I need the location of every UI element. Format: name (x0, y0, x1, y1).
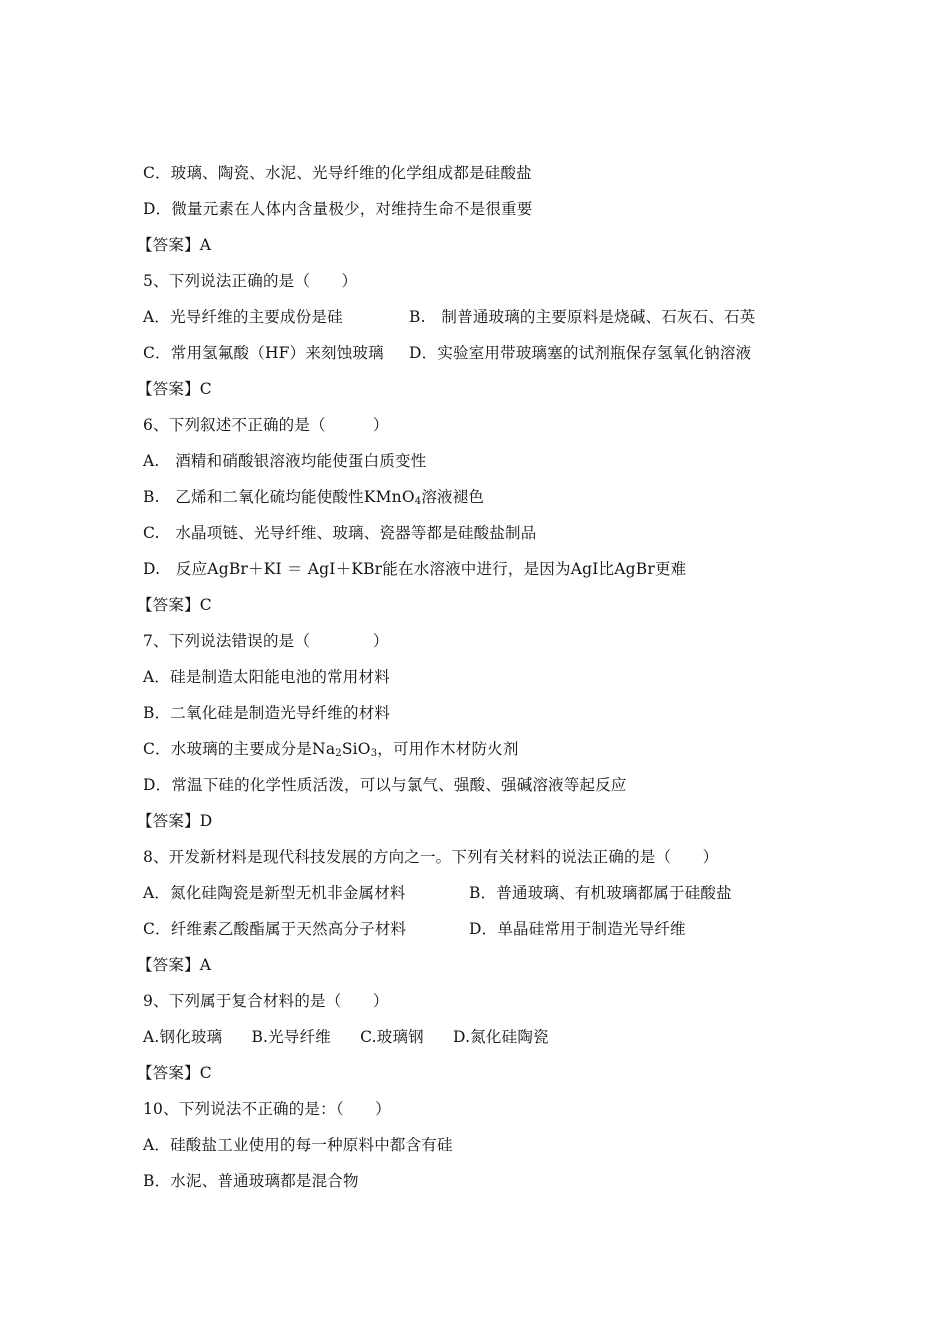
answer-6: 【答案】C (137, 596, 212, 614)
q6b-text-pre: B. 乙烯和二氧化硫均能使酸性KMnO (143, 488, 415, 506)
q6b-text-post: 溶液褪色 (421, 488, 485, 506)
q7-option-d: D．常温下硅的化学性质活泼，可以与氯气、强酸、强碱溶液等起反应 (143, 776, 627, 794)
answer-8: 【答案】A (137, 956, 212, 974)
q5-option-c: C．常用氢氟酸（HF）来刻蚀玻璃 (143, 344, 384, 362)
question-5-options-cd (143, 340, 833, 376)
answer-4: 【答案】A (137, 236, 212, 254)
q6-option-d: D. 反应AgBr＋KI ＝ AgI＋KBr能在水溶液中进行，是因为AgI比AgBr更难 (143, 560, 687, 578)
question-8: 8、开发新材料是现代科技发展的方向之一。下列有关材料的说法正确的是（ ） (143, 848, 719, 866)
question-5-options-ab (143, 304, 833, 340)
q6-option-c: C. 水晶项链、光导纤维、玻璃、瓷器等都是硅酸盐制品 (143, 524, 537, 542)
question-8-options-ab (143, 880, 833, 916)
q10-option-a: A．硅酸盐工业使用的每一种原料中都含有硅 (143, 1136, 453, 1154)
q7c-subscript-1: 2 (335, 748, 342, 759)
option-d-prev: D．微量元素在人体内含量极少，对维持生命不是很重要 (143, 200, 533, 218)
q7c-subscript-2: 3 (370, 748, 378, 759)
document-content (137, 160, 833, 1204)
q6-option-a: A. 酒精和硝酸银溶液均能使蛋白质变性 (143, 452, 427, 470)
question-9: 9、下列属于复合材料的是（ ） (143, 992, 389, 1010)
question-9-options (143, 1024, 833, 1060)
q7c-text-post: ，可用作木材防火剂 (377, 740, 519, 758)
q9-option-d: D.氮化硅陶瓷 (453, 1028, 549, 1046)
q8-option-c: C．纤维素乙酸酯属于天然高分子材料 (143, 920, 407, 938)
answer-9: 【答案】C (137, 1064, 212, 1082)
q6b-subscript: 4 (414, 496, 422, 507)
answer-7: 【答案】D (137, 812, 213, 830)
q9-option-b: B.光导纤维 (251, 1028, 331, 1046)
q9-option-c: C.玻璃钢 (360, 1028, 424, 1046)
q10-option-b: B．水泥、普通玻璃都是混合物 (143, 1172, 359, 1190)
q8-option-a: A．氮化硅陶瓷是新型无机非金属材料 (143, 884, 406, 902)
q7-option-a: A．硅是制造太阳能电池的常用材料 (143, 668, 390, 686)
answer-5: 【答案】C (137, 380, 212, 398)
question-8-options-cd (143, 916, 833, 952)
q7c-text-mid: SiO (341, 740, 371, 758)
q5-option-d: D．实验室用带玻璃塞的试剂瓶保存氢氧化钠溶液 (409, 344, 752, 362)
question-6: 6、下列叙述不正确的是（ ） (143, 416, 389, 434)
q7c-text-pre: C．水玻璃的主要成分是Na (143, 740, 336, 758)
question-10: 10、下列说法不正确的是：（ ） (143, 1100, 391, 1118)
question-7: 7、下列说法错误的是（ ） (143, 632, 389, 650)
q5-option-b: B. 制普通玻璃的主要原料是烧碱、石灰石、石英 (409, 308, 756, 326)
q8-option-d: D．单晶硅常用于制造光导纤维 (469, 920, 686, 938)
question-5: 5、下列说法正确的是（ ） (143, 272, 358, 290)
q7-option-b: B．二氧化硅是制造光导纤维的材料 (143, 704, 391, 722)
q5-option-a: A．光导纤维的主要成份是硅 (143, 308, 343, 326)
option-c-prev: C．玻璃、陶瓷、水泥、光导纤维的化学组成都是硅酸盐 (143, 164, 532, 182)
q8-option-b: B．普通玻璃、有机玻璃都属于硅酸盐 (469, 884, 732, 902)
q9-option-a: A.钢化玻璃 (143, 1028, 223, 1046)
q6-option-b (143, 484, 833, 520)
q7-option-c (143, 736, 833, 772)
